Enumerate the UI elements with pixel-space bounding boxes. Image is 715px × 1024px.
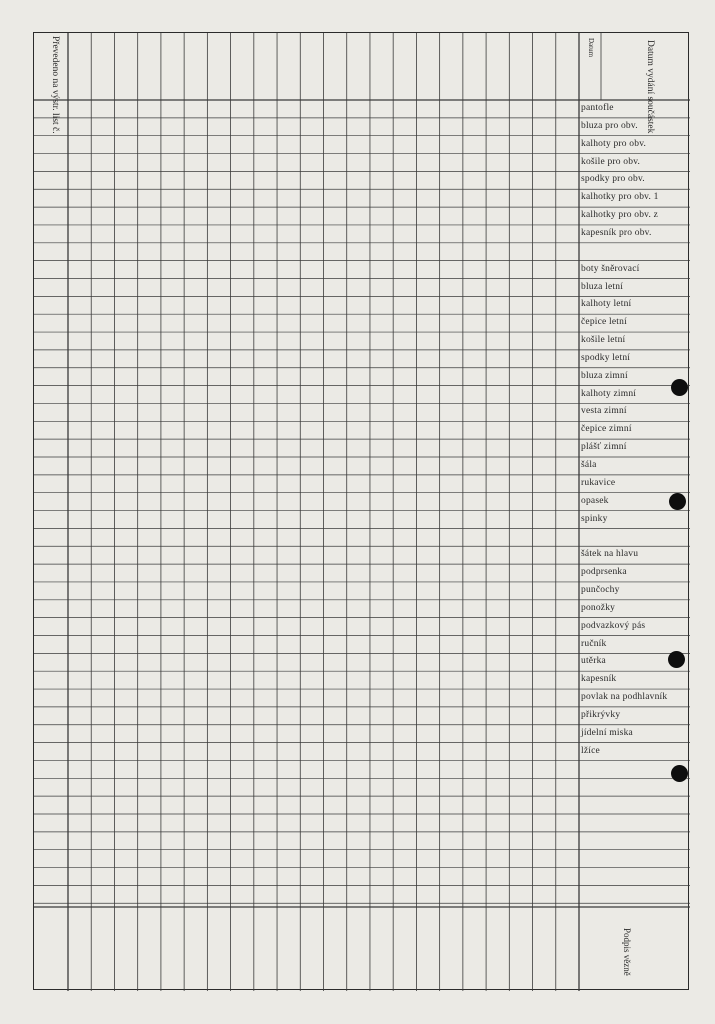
item-label: košile pro obv. [581,156,641,167]
item-label: kalhotky pro obv. z [581,210,659,221]
item-label: jídelní miska [581,727,633,738]
item-label: utěrka [581,656,606,667]
item-label: lžíce [581,745,600,756]
item-label: ponožky [581,602,616,613]
signature-label: Podpis vězně [622,928,632,976]
item-label: spodky letní [581,352,631,363]
item-label: vesta zimní [581,406,627,417]
item-label: rukavice [581,477,616,488]
item-label: čepice zimní [581,424,632,435]
item-label: ručník [581,638,607,649]
item-label: bluza zimní [581,370,628,381]
item-label: opasek [581,495,609,506]
item-label: podprsenka [581,567,627,578]
item-label: plášť zimní [581,442,627,453]
punch-hole [668,651,685,668]
punch-hole [671,765,688,782]
item-label: bluza pro obv. [581,120,638,131]
item-label: kapesník pro obv. [581,227,652,238]
item-label: bluza letní [581,281,624,292]
item-label: přikrývky [581,709,621,720]
punch-hole [669,493,686,510]
item-label: šátek na hlavu [581,549,639,560]
item-label: povlak na podhlavník [581,692,668,703]
item-label: podvazkový pás [581,620,646,631]
transfer-header: Převedeno na výstr. list č. [50,36,60,134]
punch-hole [671,379,688,396]
item-label: punčochy [581,584,620,595]
item-label: boty šněrovací [581,263,640,274]
item-label: kapesník [581,674,617,685]
item-label: pantofle [581,103,614,113]
issue-date-header: Datum vydání součástek [645,40,655,134]
item-label: spinky [581,513,608,524]
item-label: kalhoty letní [581,299,632,310]
item-label: spodky pro obv. [581,174,645,185]
item-label: košile letní [581,335,626,346]
item-label: kalhotky pro obv. 1 [581,192,659,203]
item-label: šála [581,460,597,470]
date-column-label: Datum [587,38,595,58]
item-label: kalhoty pro obv. [581,138,647,149]
item-label: kalhoty zimní [581,388,637,399]
item-label: čepice letní [581,317,627,328]
